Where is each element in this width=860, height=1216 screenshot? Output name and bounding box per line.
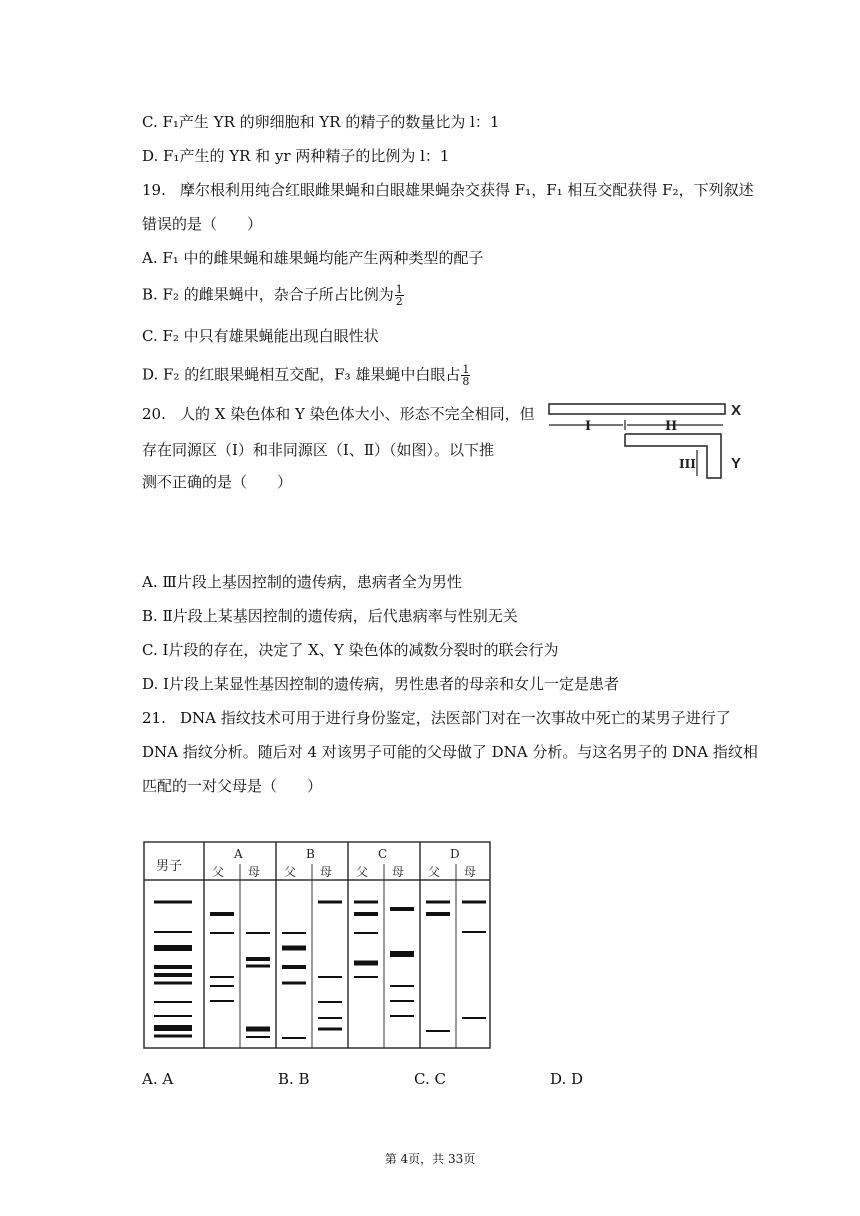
q21-number: 21. — [142, 709, 166, 727]
gel-band — [282, 946, 306, 951]
q19-stem-line-1 — [142, 180, 754, 200]
header-a-father: 父 — [212, 865, 225, 879]
q20-option-a: A. Ⅲ片段上基因控制的遗传病，患病者全为男性 — [142, 573, 462, 591]
gel-band — [426, 912, 450, 916]
gel-band — [282, 982, 306, 985]
q20-stem-line-2: 存在同源区（Ⅰ）和非同源区（Ⅰ、Ⅱ）（如图）。以下推 — [142, 441, 495, 459]
gel-band — [246, 1036, 270, 1038]
q19-stem-line-2: 错误的是（ ） — [142, 215, 263, 233]
dna-fingerprint-table — [142, 840, 494, 1052]
header-d-father: 父 — [428, 865, 441, 879]
gel-band — [246, 957, 270, 961]
gel-band — [390, 951, 414, 957]
fraction-denominator: 8 — [462, 375, 470, 388]
q19-number: 19. — [142, 181, 166, 199]
q20-stem-text-1: 人的 X 染色体和 Y 染色体大小、形态不完全相同，但 — [180, 405, 535, 423]
gel-band — [462, 931, 486, 933]
q21-stem-line-3: 匹配的一对父母是（ ） — [142, 777, 323, 795]
q19-option-d — [142, 364, 470, 387]
segment-iii-label: III — [679, 457, 696, 471]
y-chromosome-bar — [625, 434, 721, 478]
x-chromosome-bar — [549, 404, 725, 414]
q21-option-b: B. B — [278, 1070, 310, 1088]
gel-band — [318, 1001, 342, 1003]
gel-band — [390, 1000, 414, 1002]
header-group-d: D — [450, 847, 460, 861]
q21-stem-text-1: DNA 指纹技术可用于进行身份鉴定，法医部门对在一次事故中死亡的某男子进行了 — [180, 709, 731, 727]
gel-band — [354, 976, 378, 978]
gel-band — [154, 901, 192, 904]
q21-option-d: D. D — [550, 1070, 584, 1088]
gel-band — [426, 1030, 450, 1032]
gel-band — [462, 1017, 486, 1019]
y-label: Y — [731, 455, 742, 472]
q20-stem-line-3: 测不正确的是（ ） — [142, 473, 293, 491]
gel-band — [282, 965, 306, 969]
gel-band — [390, 985, 414, 987]
gel-band — [354, 912, 378, 916]
q18-option-d: D. F₁产生的 YR 和 yr 两种精子的比例为 l：1 — [142, 147, 450, 165]
gel-band — [154, 965, 192, 969]
gel-band — [318, 901, 342, 904]
header-b-mother: 母 — [320, 865, 333, 879]
gel-band — [390, 1015, 414, 1017]
fraction-numerator: 1 — [395, 283, 403, 296]
gel-band — [354, 932, 378, 934]
q20-option-c: C. Ⅰ片段的存在，决定了 X、Y 染色体的减数分裂时的联会行为 — [142, 641, 559, 659]
gel-band — [210, 912, 234, 916]
gel-band — [282, 932, 306, 934]
segment-i-label: I — [585, 419, 592, 434]
q21-stem-line-1 — [142, 708, 731, 728]
q19-option-d-text: D. F₂ 的红眼果蝇相互交配，F₃ 雄果蝇中白眼占 — [142, 365, 461, 384]
gel-band — [318, 976, 342, 978]
header-group-b: B — [306, 847, 315, 861]
q19-option-b — [142, 284, 404, 307]
gel-band — [246, 932, 270, 934]
xy-chromosome-diagram — [545, 400, 755, 482]
gel-band — [154, 1001, 192, 1003]
header-c-father: 父 — [356, 865, 369, 879]
q20-option-d: D. Ⅰ片段上某显性基因控制的遗传病，男性患者的母亲和女儿一定是患者 — [142, 675, 619, 693]
gel-band — [154, 1035, 192, 1038]
page-footer: 第 4页，共 33页 — [384, 1152, 476, 1166]
q20-stem-line-1 — [142, 404, 535, 424]
header-man: 男子 — [156, 859, 183, 874]
gel-band — [246, 1027, 270, 1032]
gel-band — [154, 982, 192, 985]
header-d-mother: 母 — [464, 865, 477, 879]
header-group-a: A — [234, 847, 243, 861]
q19-option-a: A. F₁ 中的雌果蝇和雄果蝇均能产生两种类型的配子 — [142, 249, 484, 267]
fraction-denominator: 2 — [395, 295, 403, 308]
header-b-father: 父 — [284, 865, 297, 879]
gel-band — [462, 901, 486, 904]
q18-option-c: C. F₁产生 YR 的卵细胞和 YR 的精子的数量比为 l：1 — [142, 113, 500, 131]
fraction-numerator: 1 — [462, 363, 470, 376]
q20-option-b: B. Ⅱ片段上某基因控制的遗传病，后代患病率与性别无关 — [142, 607, 518, 625]
gel-band — [354, 961, 378, 966]
q21-option-c: C. C — [414, 1070, 446, 1088]
gel-band — [154, 1015, 192, 1017]
gel-band — [154, 945, 192, 951]
segment-ii-label: II — [665, 419, 678, 434]
gel-band — [210, 932, 234, 934]
gel-band — [210, 1000, 234, 1002]
gel-band — [390, 907, 414, 911]
x-label: X — [731, 402, 742, 419]
gel-band — [426, 901, 450, 904]
gel-band — [154, 931, 192, 933]
q19-option-c: C. F₂ 中只有雄果蝇能出现白眼性状 — [142, 327, 379, 345]
q19-option-b-fraction — [395, 284, 404, 307]
gel-band — [318, 1017, 342, 1019]
q21-stem-line-2: DNA 指纹分析。随后对 4 对该男子可能的父母做了 DNA 分析。与这名男子的 DNA 指纹相 — [142, 743, 758, 761]
gel-band — [318, 1028, 342, 1031]
q21-option-a: A. A — [142, 1070, 174, 1088]
gel-band — [282, 1037, 306, 1039]
gel-band — [354, 901, 378, 904]
gel-band — [210, 976, 234, 978]
q19-stem-text-1: 摩尔根利用纯合红眼雌果蝇和白眼雄果蝇杂交获得 F₁，F₁ 相互交配获得 F₂，下列叙述 — [180, 181, 754, 199]
header-group-c: C — [378, 847, 388, 861]
header-c-mother: 母 — [392, 865, 405, 879]
q19-option-b-text: B. F₂ 的雌果蝇中，杂合子所占比例为 — [142, 285, 394, 304]
gel-band — [154, 1025, 192, 1031]
header-a-mother: 母 — [248, 865, 261, 879]
q19-option-d-fraction — [461, 364, 470, 387]
q20-number: 20. — [142, 405, 166, 423]
gel-band — [246, 965, 270, 968]
gel-band — [210, 985, 234, 987]
gel-band — [154, 973, 192, 977]
